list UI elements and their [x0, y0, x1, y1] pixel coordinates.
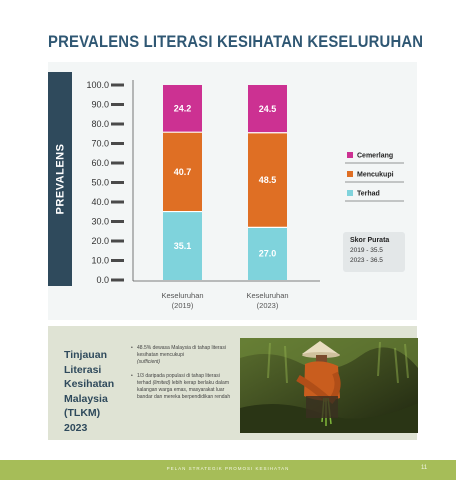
y-tick-mark [111, 181, 124, 184]
page-number: 11 [421, 465, 428, 471]
overview-title-line: Tinjauan [64, 349, 107, 361]
y-tick-label: 60.0 [91, 158, 109, 168]
y-tick-label: 70.0 [91, 138, 109, 149]
overview-title-line: Malaysia [64, 392, 108, 405]
footer-text: PELAN STRATEGIK PROMOSI KESIHATAN [166, 466, 290, 471]
bar-value-label: 24.2 [173, 103, 192, 114]
bar-value-label: 35.1 [173, 240, 192, 251]
score-2019: 2019 - 35.5 [350, 247, 383, 254]
legend-swatch [347, 171, 353, 177]
x-category-label: Keseluruhan [246, 291, 289, 300]
page-title: PREVALENS LITERASI KESIHATAN KESELURUHAN [48, 33, 424, 51]
bar-value-label: 24.5 [258, 103, 277, 114]
overview-title [64, 348, 124, 435]
y-tick-mark [111, 259, 124, 262]
legend-swatch [347, 190, 353, 196]
legend-label: Mencukupi [357, 171, 394, 179]
legend-label: Cemerlang [357, 152, 394, 160]
average-score-box [343, 232, 405, 272]
overview-title-line: Literasi [64, 363, 102, 376]
y-tick-mark [111, 220, 124, 223]
y-tick-label: 100.0 [86, 80, 109, 90]
score-box-title: Skor Purata [350, 237, 390, 244]
overview-title-line: 2023 [64, 421, 88, 434]
farmer-photo [240, 338, 418, 433]
y-tick-mark [111, 201, 124, 204]
bullet-italic: (sufficient) [137, 359, 161, 366]
overview-bullets [131, 345, 233, 407]
y-tick-mark [111, 123, 124, 126]
y-tick-label: 30.0 [91, 216, 109, 227]
legend-label: Terhad [357, 190, 380, 198]
y-tick-label: 20.0 [91, 236, 109, 246]
bar-value-label: 40.7 [173, 166, 192, 177]
y-tick-mark [111, 103, 124, 106]
y-tick-mark [111, 162, 124, 165]
y-tick-mark [111, 279, 124, 282]
y-tick-mark [111, 142, 124, 145]
score-2023: 2023 - 36.5 [350, 257, 383, 264]
bar-value-label: 27.0 [258, 248, 277, 259]
bullet-text: 1/3 daripada populasi di tahap literasi terhad [137, 372, 220, 386]
bullet-text: 48.5% dewasa Malaysia di tahap literasi kesihatan mencukupi [137, 345, 226, 359]
x-category-label: Keseluruhan [161, 291, 204, 300]
y-tick-label: 10.0 [91, 255, 109, 266]
y-axis-label-text: PREVALENS [54, 143, 67, 215]
x-category-label: (2023) [256, 301, 279, 310]
overview-bullet [131, 345, 233, 367]
overview-title-line: Kesihatan [64, 378, 115, 390]
bullet-italic: (limited) [152, 379, 171, 386]
bullet-text-rest: lebih kerap berlaku dalam kalangan warga emas, masyarakat luar bandar dan mereka berpendidikan rendah [137, 379, 231, 401]
legend-swatch [347, 152, 353, 158]
y-tick-mark [111, 240, 124, 243]
y-tick-mark [111, 84, 124, 87]
y-tick-label: 80.0 [91, 119, 109, 129]
bar-value-label: 48.5 [258, 175, 277, 186]
y-tick-label: 50.0 [91, 177, 109, 188]
y-tick-label: 0.0 [96, 275, 109, 285]
x-category-label: (2019) [171, 301, 194, 310]
overview-bullet [131, 373, 233, 402]
y-tick-label: 90.0 [91, 99, 109, 110]
y-tick-label: 40.0 [91, 197, 109, 207]
overview-title-line: (TLKM) [64, 407, 101, 419]
